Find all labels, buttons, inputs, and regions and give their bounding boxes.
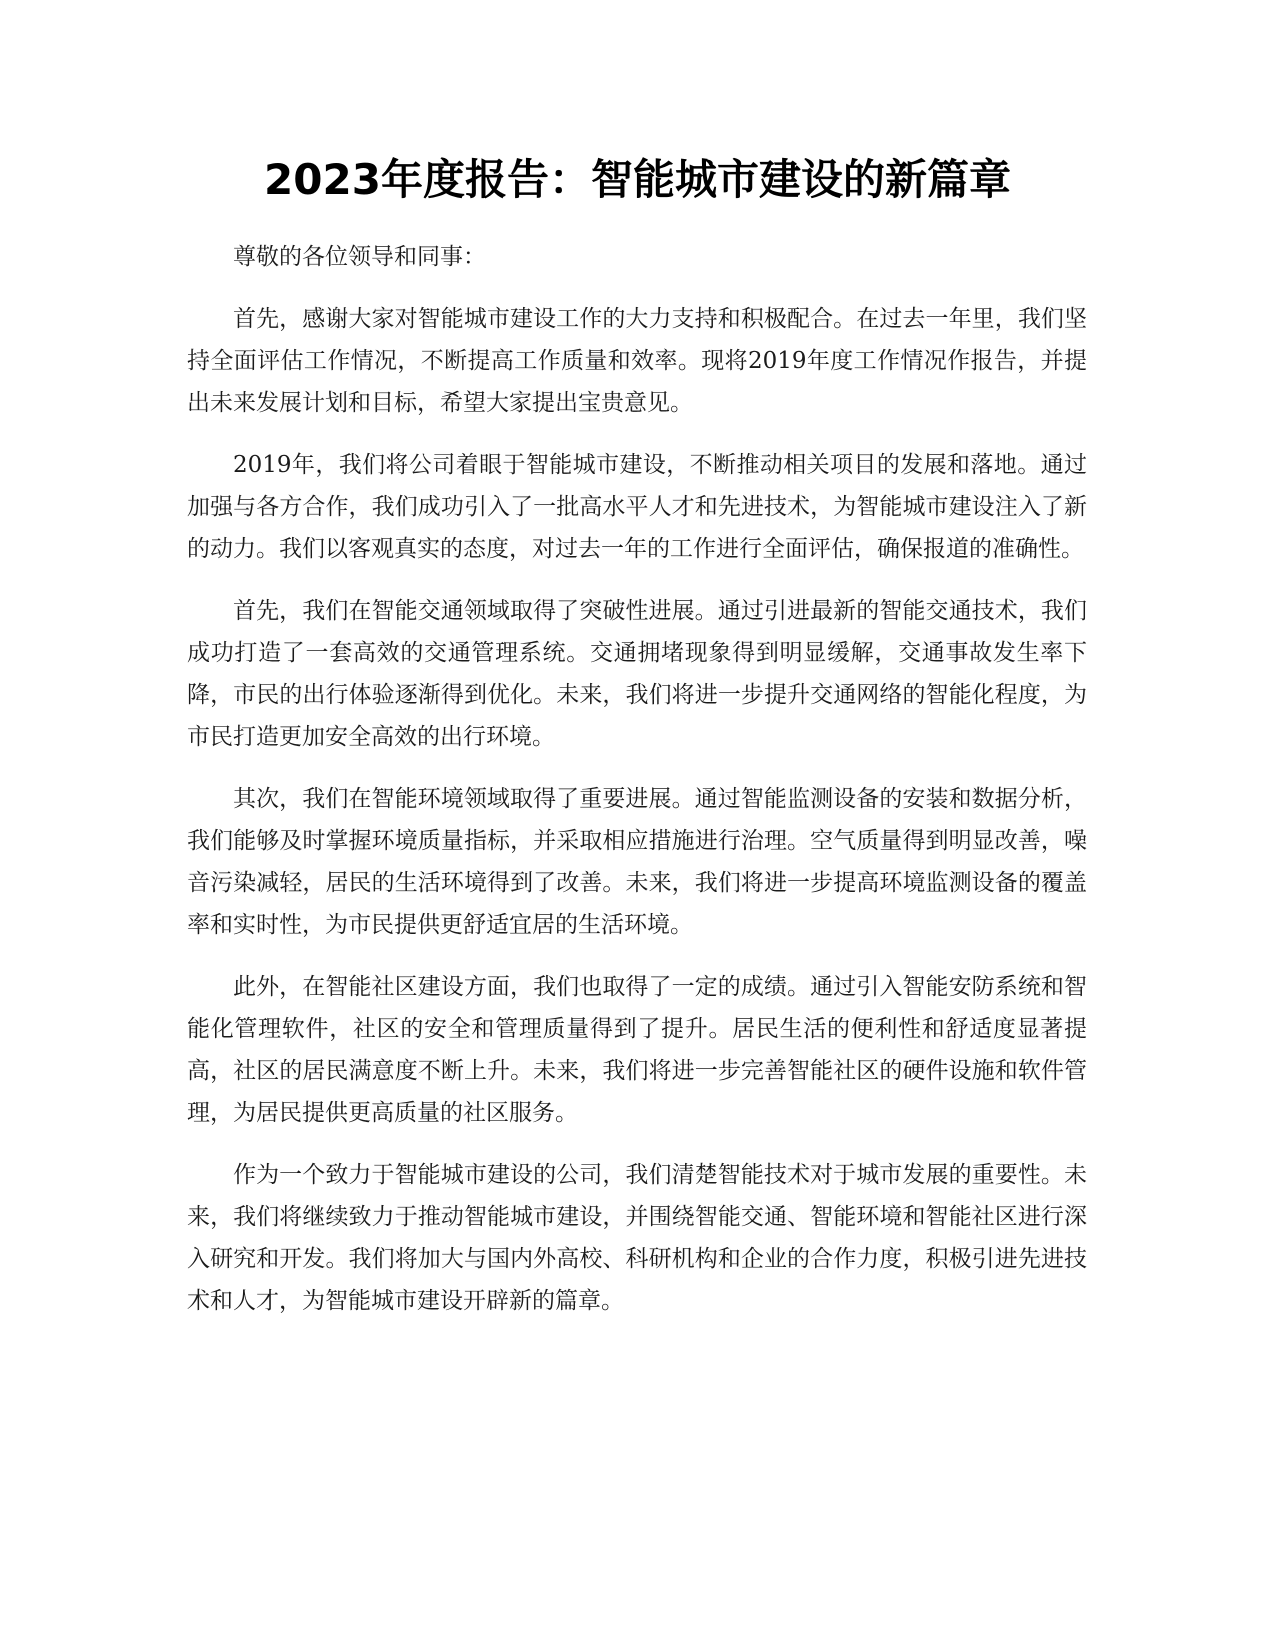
paragraph-conclusion: 作为一个致力于智能城市建设的公司，我们清楚智能技术对于城市发展的重要性。未来，我们将继续致力于推动智能城市建设，并围绕智能交通、智能环境和智能社区进行深入研究和开发。我们将加大与国内外高校、科研机构和企业的合作力度，积极引进先进技术和人才，为智能城市建设开辟新的篇章。 (187, 1162, 1087, 1314)
paragraph-2019-overview: 2019年，我们将公司着眼于智能城市建设，不断推动相关项目的发展和落地。通过加强与各方合作，我们成功引入了一批高水平人才和先进技术，为智能城市建设注入了新的动力。我们以客观真实的态度，对过去一年的工作进行全面评估，确保报道的准确性。 (187, 452, 1087, 562)
page-title: 2023年度报告：智能城市建设的新篇章 (264, 155, 1011, 204)
paragraph-smart-traffic: 首先，我们在智能交通领域取得了突破性进展。通过引进最新的智能交通技术，我们成功打造了一套高效的交通管理系统。交通拥堵现象得到明显缓解，交通事故发生率下降，市民的出行体验逐渐得到优化。未来，我们将进一步提升交通网络的智能化程度，为市民打造更加安全高效的出行环境。 (187, 598, 1087, 750)
paragraph-intro: 首先，感谢大家对智能城市建设工作的大力支持和积极配合。在过去一年里，我们坚持全面评估工作情况，不断提高工作质量和效率。现将2019年度工作情况作报告，并提出未来发展计划和目标，希望大家提出宝贵意见。 (187, 306, 1087, 416)
paragraph-smart-community: 此外，在智能社区建设方面，我们也取得了一定的成绩。通过引入智能安防系统和智能化管理软件，社区的安全和管理质量得到了提升。居民生活的便利性和舒适度显著提高，社区的居民满意度不断上升。未来，我们将进一步完善智能社区的硬件设施和软件管理，为居民提供更高质量的社区服务。 (187, 974, 1087, 1126)
salutation: 尊敬的各位领导和同事： (233, 244, 486, 270)
paragraph-smart-environment: 其次，我们在智能环境领域取得了重要进展。通过智能监测设备的安装和数据分析，我们能够及时掌握环境质量指标，并采取相应措施进行治理。空气质量得到明显改善，噪音污染减轻，居民的生活环境得到了改善。未来，我们将进一步提高环境监测设备的覆盖率和实时性，为市民提供更舒适宜居的生活环境。 (187, 786, 1087, 938)
document-body (187, 236, 1087, 1342)
